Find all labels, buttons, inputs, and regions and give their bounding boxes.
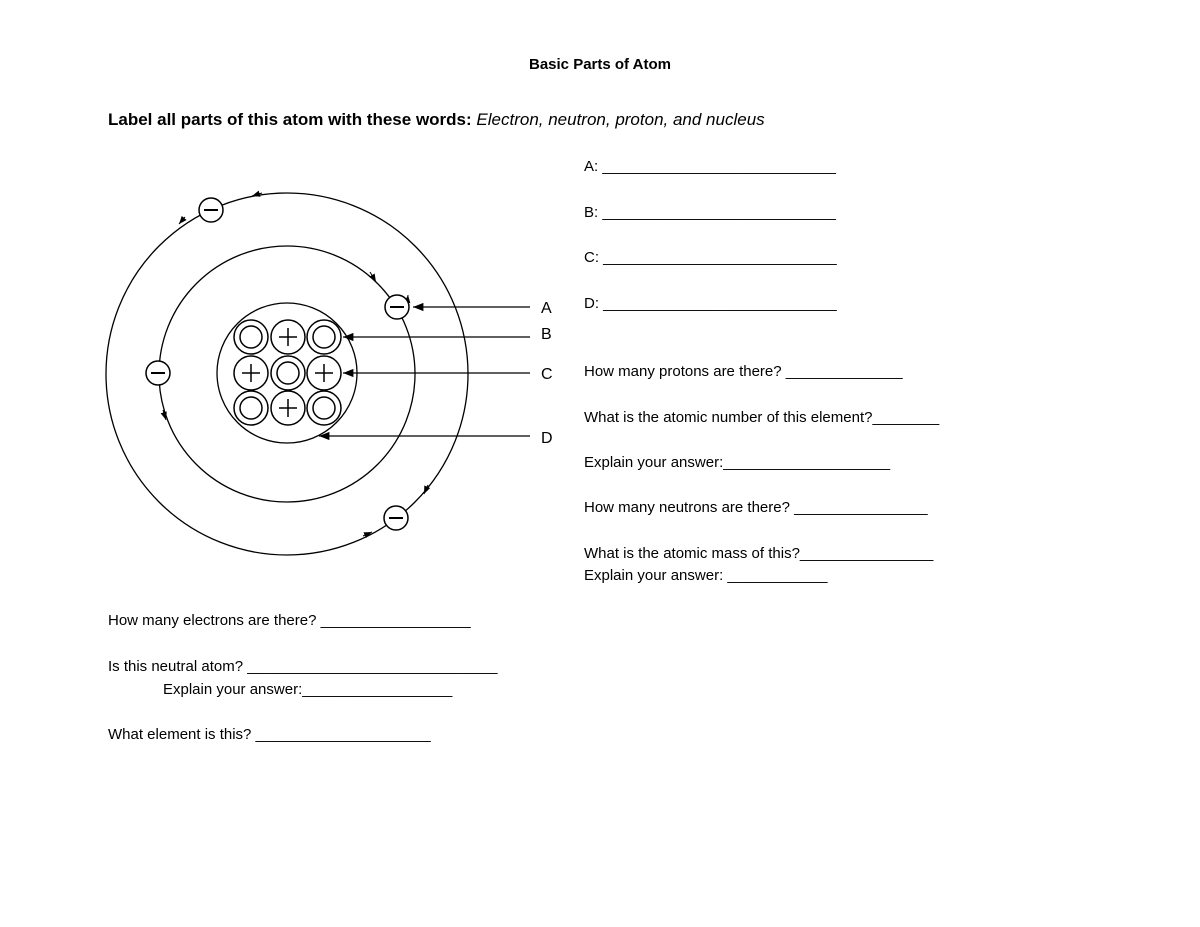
question-atomic-number[interactable]: What is the atomic number of this element?________ — [584, 409, 940, 426]
answer-line-c[interactable]: C: ____________________________ — [584, 249, 837, 266]
electron — [146, 361, 170, 385]
question-electrons[interactable]: How many electrons are there? __________________ — [108, 612, 471, 629]
orbit-arrow — [424, 485, 428, 494]
instruction-words: Electron, neutron, proton, and nucleus — [476, 110, 765, 129]
answer-line-d[interactable]: D: ____________________________ — [584, 295, 837, 312]
orbit-arrow — [179, 217, 185, 224]
proton — [271, 391, 305, 425]
neutron — [234, 391, 268, 425]
proton — [234, 356, 268, 390]
question-neutrons[interactable]: How many neutrons are there? ________________ — [584, 499, 928, 516]
question-explain-neutral[interactable]: Explain your answer:__________________ — [163, 681, 453, 698]
electron — [384, 506, 408, 530]
question-neutral[interactable]: Is this neutral atom? ______________________________ — [108, 658, 498, 675]
proton — [271, 320, 305, 354]
label-c: C — [541, 366, 553, 383]
instruction-bold: Label all parts of this atom with these words: — [108, 110, 472, 129]
electron — [199, 198, 223, 222]
answer-line-b[interactable]: B: ____________________________ — [584, 204, 836, 221]
question-element[interactable]: What element is this? _____________________ — [108, 726, 431, 743]
atom-diagram — [0, 0, 600, 600]
neutron — [271, 356, 305, 390]
question-protons[interactable]: How many protons are there? ______________ — [584, 363, 903, 380]
question-explain-atomic-number[interactable]: Explain your answer:____________________ — [584, 454, 891, 471]
neutron — [307, 391, 341, 425]
page-title: Basic Parts of Atom — [529, 56, 671, 73]
proton — [307, 356, 341, 390]
label-a: A — [541, 300, 552, 317]
electron — [385, 295, 409, 319]
neutron — [307, 320, 341, 354]
answer-line-a[interactable]: A: ____________________________ — [584, 158, 836, 175]
label-d: D — [541, 430, 553, 447]
neutron — [234, 320, 268, 354]
label-b: B — [541, 326, 552, 343]
question-explain-atomic-mass[interactable]: Explain your answer: ____________ — [584, 567, 828, 584]
question-atomic-mass[interactable]: What is the atomic mass of this?________________ — [584, 545, 934, 562]
